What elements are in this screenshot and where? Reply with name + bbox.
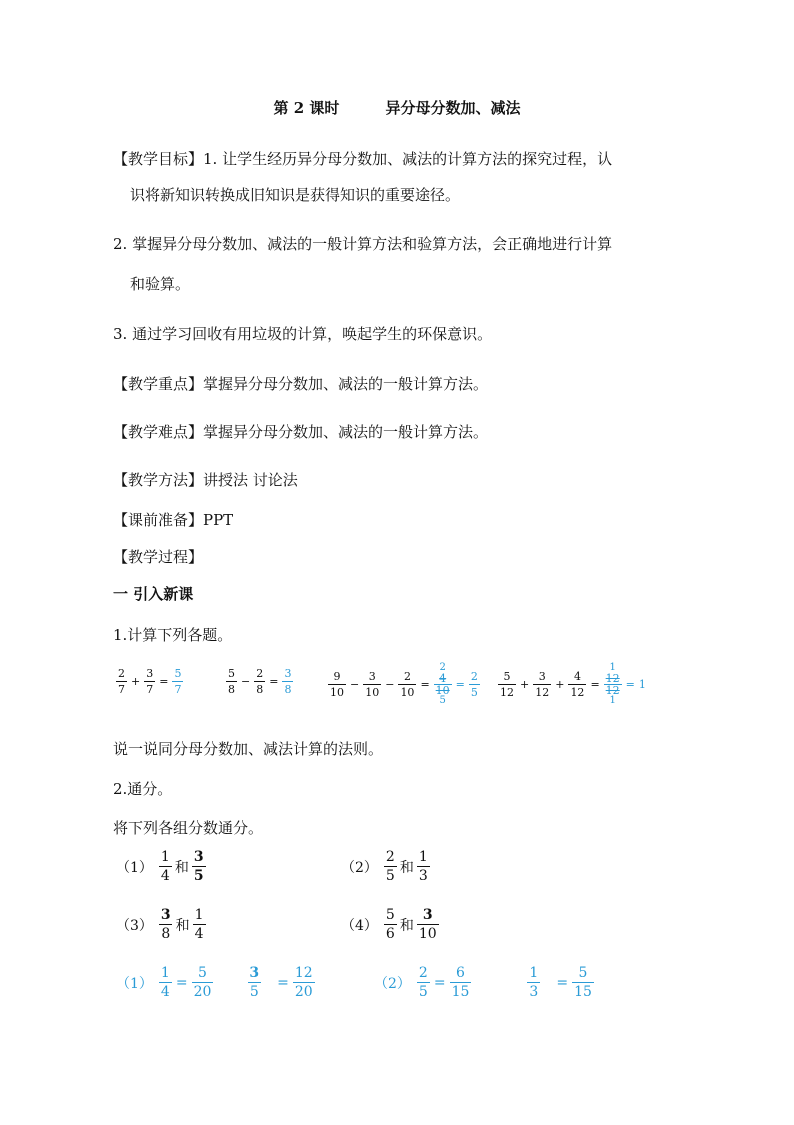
fraction: $\frac{1}{4}$ [194,907,204,942]
fraction: $\frac{5}{12}$ [500,670,514,699]
equals-sign: = [556,974,569,991]
objective-1-cont: 识将新知识转换成旧知识是获得知识的重要途径。 [130,186,461,204]
answer-fraction: $\frac{3}{8}$ [284,667,292,696]
operator: − [241,675,251,688]
equals-sign: = [277,974,289,991]
rule-prompt: 说一说同分母分数加、减法计算的法则。 [113,740,384,758]
fraction: $\frac{2}{5}$ [418,965,428,1000]
fraction: $\frac{4}{12}$ [570,670,585,699]
and-word: 和 [175,917,190,934]
fraction: $\frac{2}{7}$ [118,667,125,696]
operator: − [385,678,395,691]
equals-sign: = [590,678,600,691]
fraction: $\frac{3}{12}$ [535,670,550,699]
fraction: $\frac{3}{7}$ [146,667,154,696]
reduced-denominator: 1 [609,695,616,706]
reduced-numerator: 1 [609,662,616,673]
group-label: （4） [341,917,378,934]
fraction: $\frac{3}{5}$ [249,965,260,1000]
operator: + [555,678,565,691]
answer-2 [374,966,594,999]
fraction: $\frac{5}{8}$ [228,667,235,696]
and-word: 和 [174,859,189,876]
equals-sign: = [625,678,635,691]
objective-2: 2. 掌握异分母分数加、减法的一般计算方法和验算方法，会正确地进行计算 [113,235,613,253]
reduced-denominator: 5 [439,695,446,706]
operator: + [131,675,141,688]
answer-1 [116,966,315,999]
task-2: 2.通分。 [113,780,173,798]
fraction: $\frac{2}{10}$ [400,670,415,699]
section-heading: 一 引入新课 [113,585,194,603]
key-point: 【教学重点】掌握异分母分数加、减法的一般计算方法。 [113,375,489,393]
preparation: 【课前准备】PPT [113,511,234,529]
equation-4 [498,663,646,706]
fraction: $\frac{3}{10}$ [365,670,380,699]
answer-value: 1 [638,678,646,691]
answer-label: （2） [374,975,411,992]
group-4 [341,908,439,941]
fraction: $\frac{1}{3}$ [418,849,428,884]
answer-label: （1） [116,975,153,992]
group-label: （3） [116,917,153,934]
fraction: $\frac{12}{20}$ [294,965,313,1000]
fraction: $\frac{6}{15}$ [451,965,470,1000]
group-label: （2） [341,859,378,876]
group-label: （1） [116,859,153,876]
fraction: $\frac{5}{6}$ [385,907,395,942]
reduced-fraction: 2 4 10 5 [435,662,450,706]
equals-sign: = [159,675,169,688]
lesson-number: 第 2 课时 [273,99,340,117]
page-title [0,97,794,118]
fraction: $\frac{1}{4}$ [160,965,170,1000]
equation-1 [116,668,183,695]
and-word: 和 [399,859,414,876]
and-word: 和 [399,917,414,934]
group-1 [116,850,206,883]
group-3 [116,908,206,941]
reduced-fraction: 1 12 12 1 [605,662,620,706]
equation-3 [328,663,480,706]
equals-sign: = [420,678,430,691]
objective-1: 【教学目标】1. 让学生经历异分母分数加、减法的计算方法的探究过程，认 [113,150,613,168]
fraction: $\frac{1}{3}$ [529,965,539,1000]
teaching-method: 【教学方法】讲授法 讨论法 [113,471,298,489]
answer-fraction: $\frac{2}{5}$ [470,670,478,699]
equation-2 [226,668,293,695]
fraction: $\frac{2}{8}$ [256,667,264,696]
fraction: $\frac{3}{8}$ [160,907,171,942]
fraction: $\frac{2}{5}$ [385,849,395,884]
objective-2-cont: 和验算。 [130,275,191,293]
fraction: $\frac{3}{5}$ [193,849,204,884]
teaching-process: 【教学过程】 [113,548,204,566]
operator: + [520,678,530,691]
answer-fraction: $\frac{5}{7}$ [174,667,182,696]
fraction: $\frac{1}{4}$ [160,849,170,884]
group-2 [341,850,430,883]
fraction: $\frac{9}{10}$ [330,670,344,699]
equals-sign: = [175,974,188,991]
objective-3: 3. 通过学习回收有用垃圾的计算，唤起学生的环保意识。 [113,325,493,343]
difficulty: 【教学难点】掌握异分母分数加、减法的一般计算方法。 [113,423,489,441]
operator: − [350,678,360,691]
task-2-description: 将下列各组分数通分。 [113,819,264,837]
reduced-numerator: 2 [439,662,446,673]
equals-sign: = [455,678,465,691]
equals-sign: = [269,675,279,688]
fraction: $\frac{3}{10}$ [418,907,437,942]
task-1: 1.计算下列各题。 [113,626,233,644]
equals-sign: = [433,974,446,991]
fraction: $\frac{5}{20}$ [193,965,212,1000]
fraction: $\frac{5}{15}$ [574,965,592,1000]
lesson-topic: 异分母分数加、减法 [385,99,521,117]
